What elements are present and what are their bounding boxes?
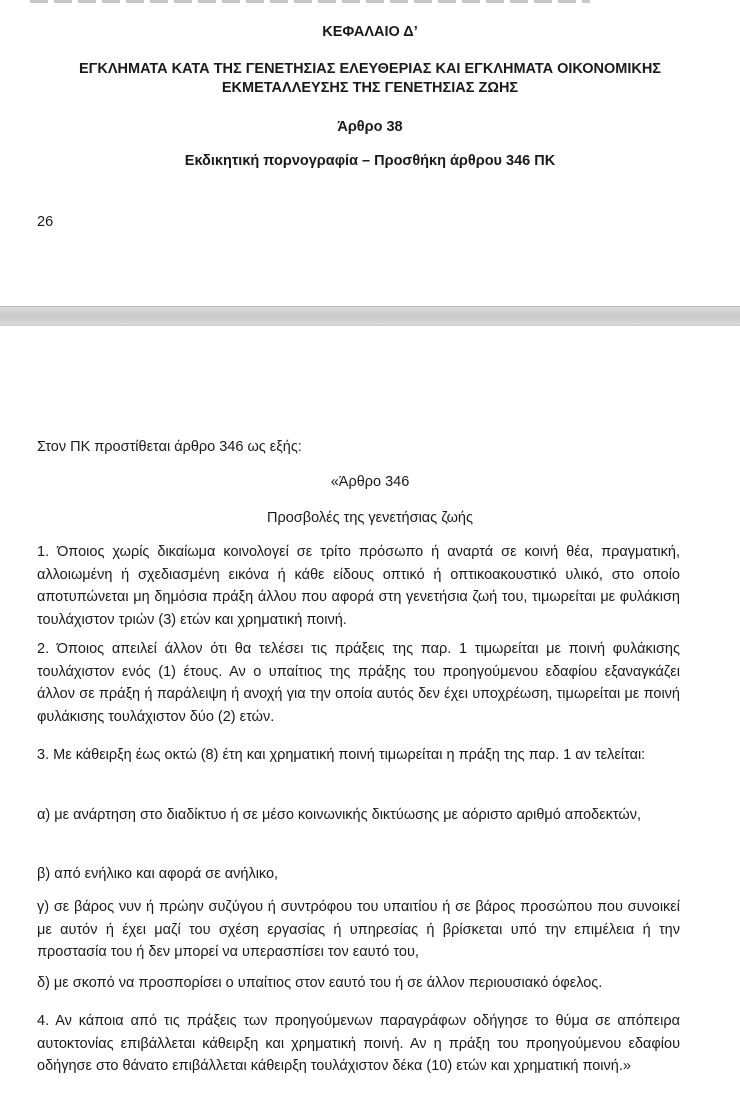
article-title: Εκδικητική πορνογραφία – Προσθήκη άρθρου 346 ΠΚ: [184, 153, 556, 169]
chapter-title-line-1: ΕΓΚΛΗΜΑΤΑ ΚΑΤΑ ΤΗΣ ΓΕΝΕΤΗΣΙΑΣ ΕΛΕΥΘΕΡΙΑΣ ΚΑΙ ΕΓΚΛΗΜΑΤΑ ΟΙΚΟΝΟΜΙΚΗΣ: [78, 61, 661, 77]
chapter-heading: ΚΕΦΑΛΑΙΟ Δ’: [322, 24, 418, 40]
new-article-heading: «Άρθρο 346: [330, 474, 410, 490]
chapter-title-line-2: ΕΚΜΕΤΑΛΛΕΥΣΗΣ ΤΗΣ ΓΕΝΕΤΗΣΙΑΣ ΖΩΗΣ: [221, 80, 519, 96]
subparagraph-b: β) από ενήλικο και αφορά σε ανήλικο,: [37, 866, 279, 882]
subparagraph-a: α) με ανάρτηση στο διαδίκτυο ή σε μέσο κοινωνικής δικτύωσης με αόριστο αριθμό αποδεκτών,: [37, 807, 642, 823]
paragraph-3: 3. Με κάθειρξη έως οκτώ (8) έτη και χρηματική ποινή τιμωρείται η πράξη της παρ. 1 αν τελείται:: [37, 747, 646, 763]
paragraph-1: 1. Όποιος χωρίς δικαίωμα κοινολογεί σε τρίτο πρόσωπο ή αναρτά σε κοινή θέα, πραγματική, αλλοιωμένη ή σχεδιασμένη εικόνα ή κάθε είδους οπτικό ή οπτικοακουστικό υλικό, στο οποίο αποτυπώνεται μη δημόσια πράξη άλλου που αφορά στη γενετήσια ζωή του, τιμωρείται με φυλάκιση τουλάχιστον τριών (3) ετών και χρηματική ποινή.: [37, 544, 680, 628]
subparagraph-c: γ) σε βάρος νυν ή πρώην συζύγου ή συντρόφου του υπαιτίου ή σε βάρος προσώπου που συνοικεί με αυτόν ή έχει μαζί του σχέση εργασίας ή υπηρεσίας ή βρίσκεται υπό την επιμέλεια ή την προστασία του ή δεν μπορεί να υπερασπίσει τον εαυτό του,: [37, 899, 680, 960]
page-number: 26: [37, 214, 54, 230]
paragraph-2: 2. Όποιος απειλεί άλλον ότι θα τελέσει τις πράξεις της παρ. 1 τιμωρείται με ποινή φυλάκισης τουλάχιστον ενός (1) έτους. Αν ο υπαίτιος της πράξης του προηγούμενου εδαφίου εξαναγκάζει άλλον σε πράξη ή παράλειψη ή ανοχή για την οποία αυτός δεν έχει υποχρέωση, τιμωρείται με ποινή φυλάκισης τουλάχιστον δύο (2) ετών.: [37, 641, 680, 725]
amendment-intro: Στον ΠΚ προστίθεται άρθρο 346 ως εξής:: [37, 439, 302, 455]
subparagraph-d: δ) με σκοπό να προσπορίσει ο υπαίτιος στον εαυτό του ή σε άλλον περιουσιακό όφελος.: [37, 975, 603, 991]
new-article-title: Προσβολές της γενετήσιας ζωής: [267, 510, 473, 526]
page-separator: [0, 306, 740, 326]
document-page-top: [0, 0, 740, 306]
paragraph-4: 4. Αν κάποια από τις πράξεις των προηγούμενων παραγράφων οδήγησε το θύμα σε απόπειρα αυτοκτονίας επιβάλλεται κάθειρξη και χρηματική ποινή. Αν η πράξη του προηγούμενου εδαφίου οδήγησε στο θάνατο επιβάλλεται κάθειρξη τουλάχιστον δέκα (10) ετών και χρηματική ποινή.»: [37, 1013, 680, 1074]
article-number: Άρθρο 38: [337, 119, 403, 135]
